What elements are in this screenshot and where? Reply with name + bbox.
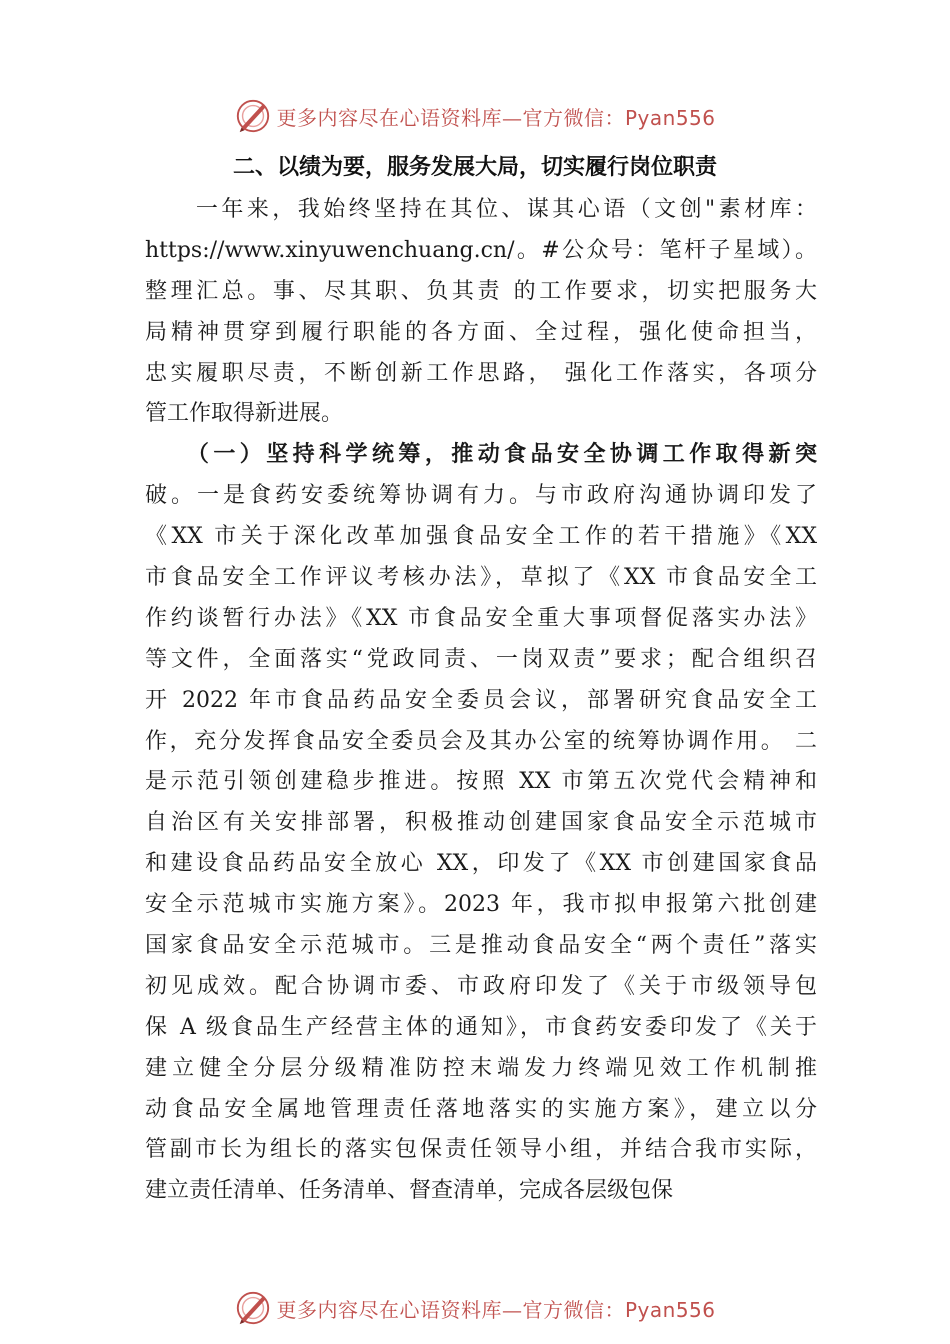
paragraph-line: 是示范引领创建稳步推进。按照 XX 市第五次党代会精神和: [145, 769, 817, 795]
watermark-wechat-label: 官方微信：: [522, 105, 625, 130]
paragraph-line: 动食品安全属地管理责任落地落实的实施方案》，建立以分: [145, 1096, 817, 1122]
paragraph-line: 破。一是食药安委统筹协调有力。与市政府沟通协调印发了: [145, 483, 817, 509]
paragraph-line: https://www.xinyuwenchuang.cn/。#公众号：笔杆子星域）。: [145, 237, 817, 263]
paragraph-line: 和建设食品药品安全放心 XX，印发了《XX 市创建国家食品: [145, 851, 817, 877]
paragraph-line: 局精神贯穿到履行职能的各方面、全过程，强化使命担当，: [145, 319, 817, 345]
section-heading: 二、以绩为要，服务发展大局，切实履行岗位职责: [232, 155, 717, 180]
watermark-wechat-label: 官方微信：: [522, 1297, 625, 1322]
pen-logo-icon: [234, 97, 272, 135]
paragraph-line: 保 A 级食品生产经营主体的通知》，市食药安委印发了《关于: [145, 1014, 817, 1040]
paragraph-line: 《XX 市关于深化改革加强食品安全工作的若干措施》《XX: [145, 524, 817, 550]
paragraph-line: 管副市长为组长的落实包保责任领导小组，并结合我市实际，: [145, 1137, 817, 1163]
pen-logo-icon: [234, 1289, 272, 1327]
paragraph-line: 忠实履职尽责，不断创新工作思路， 强化工作落实，各项分: [145, 360, 817, 386]
paragraph-line: 等文件，全面落实“党政同责、一岗双责”要求；配合组织召: [145, 646, 817, 672]
paragraph-line: 国家食品安全示范城市。三是推动食品安全“两个责任”落实: [145, 933, 817, 959]
paragraph-line: 一年来，我始终坚持在其位、谋其心语（文创"素材库：: [145, 197, 817, 222]
header-watermark: [0, 94, 950, 138]
paragraph-line: 管工作取得新进展。: [145, 401, 344, 427]
document-body: [145, 190, 817, 1212]
watermark-brand: 更多内容尽在心语资料库: [276, 105, 502, 130]
paragraph-line: 初见成效。配合协调市委、市政府印发了《关于市级领导包: [145, 973, 817, 999]
paragraph-line: 整理汇总。事、尽其职、负其责 的工作要求，切实把服务大: [145, 278, 817, 304]
watermark-brand: 更多内容尽在心语资料库: [276, 1297, 502, 1322]
watermark-dash: —: [501, 1297, 523, 1322]
paragraph-line: 建立健全分层分级精准防控末端发力终端见效工作机制推: [145, 1055, 817, 1081]
footer-watermark: [0, 1286, 950, 1330]
paragraph-line: 作，充分发挥食品安全委员会及其办公室的统筹协调作用。 二: [145, 728, 817, 754]
watermark-wechat-id: Pyan556: [624, 1297, 716, 1322]
watermark-text: [276, 1294, 715, 1323]
paragraph-line: 作约谈暂行办法》《XX 市食品安全重大事项督促落实办法》: [145, 605, 817, 631]
paragraph-line: 建立责任清单、任务清单、督查清单，完成各层级包保: [145, 1178, 674, 1204]
paragraph-line: 安全示范城市实施方案》。2023 年，我市拟申报第六批创建: [145, 892, 817, 918]
paragraph-line: 市食品安全工作评议考核办法》，草拟了《XX 市食品安全工: [145, 565, 817, 591]
watermark-wechat-id: Pyan556: [624, 105, 716, 130]
paragraph-line: 自治区有关安排部署，积极推动创建国家食品安全示范城市: [145, 810, 817, 836]
watermark-text: [276, 102, 715, 131]
subsection-heading: （一）坚持科学统筹，推动食品安全协调工作取得新突: [145, 442, 817, 468]
watermark-dash: —: [501, 105, 523, 130]
paragraph-line: 开 2022 年市食品药品安全委员会议，部署研究食品安全工: [145, 687, 817, 713]
